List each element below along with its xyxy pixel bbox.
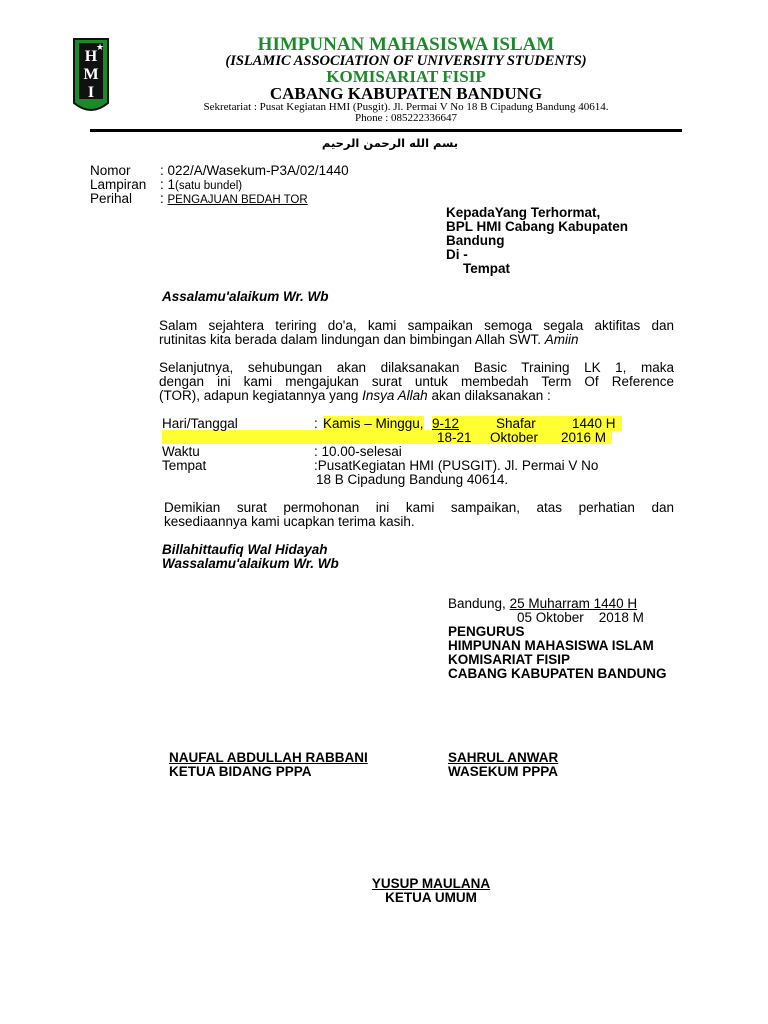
amiin-text: Amiin (544, 332, 579, 347)
paragraph-1-line-1: Salam sejahtera teriring do'a, kami sampaikan semoga segala aktifitas dan (159, 318, 674, 333)
perihal-label: Perihal (90, 191, 133, 206)
svg-text:M: M (83, 66, 99, 83)
signature-org-2: HIMPUNAN MAHASISWA ISLAM (448, 638, 654, 653)
closing-line-2: Wassalamu'alaikum Wr. Wb (162, 556, 339, 571)
insya-allah-text: Insya Allah (362, 388, 428, 403)
paragraph-2-line-1: Selanjutnya, sehubungan akan dilaksanakan Basic Training LK 1, maka (159, 360, 674, 375)
signatory-title-1: KETUA BIDANG PPPA (169, 764, 312, 779)
place-value-line-1: :PusatKegiatan HMI (PUSGIT). Jl. Permai V No (314, 458, 599, 473)
perihal-subject: PENGAJUAN BEDAH TOR (167, 194, 308, 206)
lampiran-note: (satu bundel) (175, 180, 243, 192)
branch-name: CABANG KABUPATEN BANDUNG (269, 84, 543, 103)
recipient-line-4: Di - (446, 247, 468, 262)
place-label: Tempat (162, 458, 207, 473)
paragraph-2-line-2: dengan ini kami mengajukan surat untuk membedah Term Of Reference (159, 374, 674, 389)
time-value: : 10.00-selesai (314, 444, 402, 459)
signatory-name-1: NAUFAL ABDULLAH RABBANI (169, 750, 368, 765)
hijri-date-range (432, 416, 622, 431)
hijri-date: 25 Muharram 1440 H (509, 596, 638, 611)
time-label: Waktu (162, 444, 200, 459)
signatory-title-2: WASEKUM PPPA (448, 764, 559, 779)
basmalah: بسم الله الرحمن الرحيم (321, 136, 459, 150)
paragraph-1-line-2 (159, 332, 579, 347)
place-value-line-2: 18 B Cipadung Bandung 40614. (316, 472, 509, 487)
day-colon: : (314, 416, 318, 431)
recipient-line-3: Bandung (446, 233, 505, 248)
paragraph-1-text: rutinitas kita berada dalam lindungan dan bimbingan Allah SWT. (159, 332, 545, 347)
hijri-year: 1440 H (572, 416, 616, 431)
org-name: HIMPUNAN MAHASISWA ISLAM (257, 34, 555, 55)
recipient-line-1: KepadaYang Terhormat, (446, 205, 601, 220)
signature-date-hijri (448, 596, 637, 611)
signature-org-1: PENGURUS (448, 624, 525, 639)
signature-date-gregorian: 05 Oktober 2018 M (517, 610, 644, 625)
header-rule (90, 129, 682, 132)
greeting: Assalamu'alaikum Wr. Wb (162, 289, 329, 304)
svg-text:★: ★ (95, 42, 105, 52)
nomor-label: Nomor (90, 163, 131, 178)
signature-place: Bandung, (448, 596, 510, 611)
perihal-value (160, 191, 308, 208)
signatory-name-3: YUSUP MAULANA (371, 876, 491, 891)
lampiran-label: Lampiran (90, 177, 147, 192)
paragraph-2-text: (TOR), adapun kegiatannya yang (159, 388, 363, 403)
signatory-name-2: SAHRUL ANWAR (448, 750, 559, 765)
closing-line-1: Billahittaufiq Wal Hidayah (162, 542, 328, 557)
closing-paragraph-line-2: kesediaannya kami ucapkan terima kasih. (164, 514, 415, 529)
commissariat-name: KOMISARIAT FISIP (326, 67, 486, 86)
signatory-title-3: KETUA UMUM (385, 890, 477, 905)
paragraph-2-text-end: akan dilaksanakan : (427, 388, 551, 403)
gregorian-dates: 18-21 (437, 430, 472, 445)
logo-letter-1: H (84, 48, 98, 65)
gregorian-month: Oktober (490, 430, 539, 445)
gregorian-year: 2016 M (561, 430, 607, 445)
org-name-english: (ISLAMIC ASSOCIATION OF UNIVERSITY STUDENTS) (225, 53, 587, 69)
lampiran-colon: : 1 (160, 177, 176, 192)
perihal-colon: : (160, 191, 168, 206)
day-value: Kamis – Minggu, (323, 416, 424, 431)
day-label: Hari/Tanggal (162, 416, 238, 431)
signature-org-4: CABANG KABUPATEN BANDUNG (448, 666, 667, 681)
nomor-value: : 022/A/Wasekum-P3A/02/1440 (160, 163, 349, 178)
signature-org-3: KOMISARIAT FISIP (448, 652, 571, 667)
gregorian-date-range (437, 430, 617, 445)
hijri-dates: 9-12 (432, 416, 460, 431)
phone-number: Phone : 085222336647 (354, 112, 458, 124)
closing-paragraph-line-1: Demikian surat permohonan ini kami sampaikan, atas perhatian dan (164, 500, 674, 515)
paragraph-2-line-3 (159, 388, 551, 403)
recipient-line-2: BPL HMI Cabang Kabupaten (446, 219, 629, 234)
hijri-month: Shafar (496, 416, 536, 431)
svg-text:I: I (87, 84, 95, 101)
recipient-line-5: Tempat (463, 261, 511, 276)
secretariat-address: Sekretariat : Pusat Kegiatan HMI (Pusgit). Jl. Permai V No 18 B Cipadung Bandung 40614. (203, 101, 609, 113)
